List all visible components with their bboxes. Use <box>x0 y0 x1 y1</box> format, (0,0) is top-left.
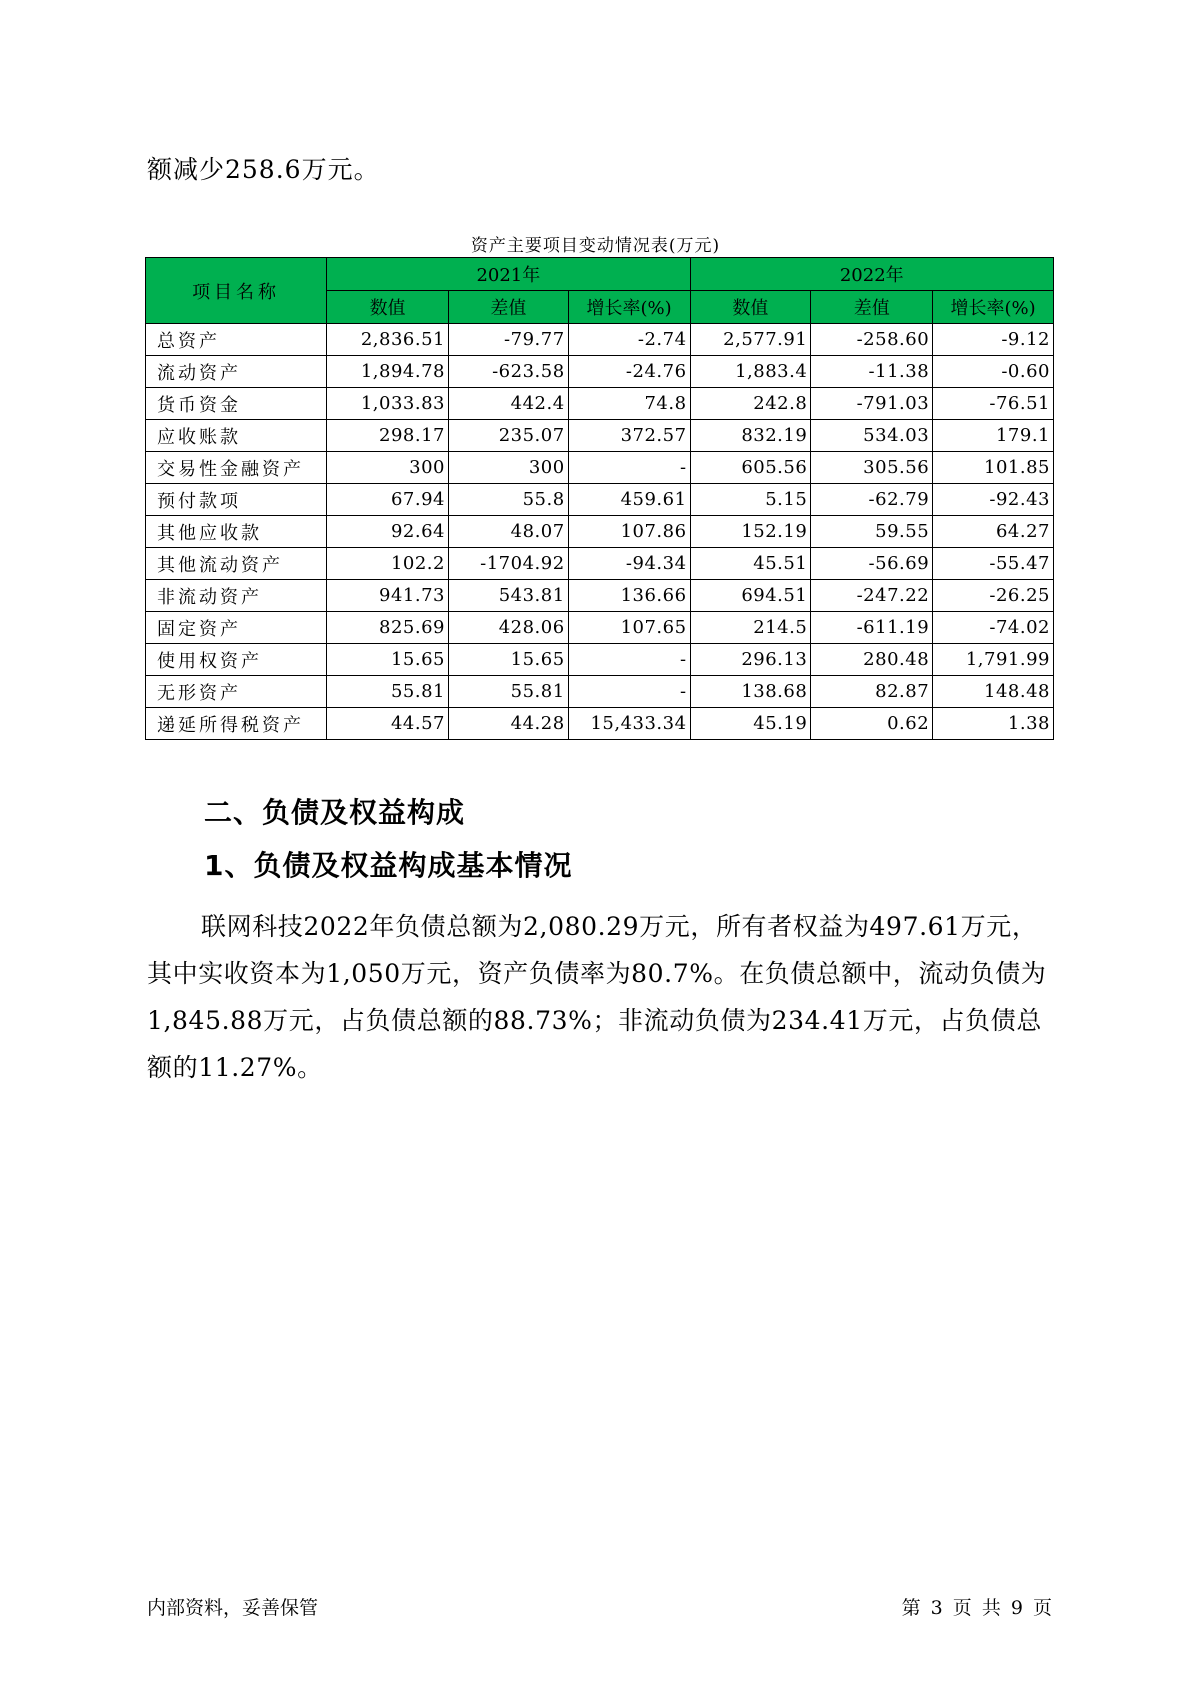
value-cell: 15.65 <box>327 644 449 676</box>
row-label-cell: 递延所得税资产 <box>146 708 327 740</box>
value-cell: 305.56 <box>811 452 933 484</box>
value-cell: -76.51 <box>933 388 1054 420</box>
value-cell: 107.86 <box>568 516 690 548</box>
value-cell: 101.85 <box>933 452 1054 484</box>
value-cell: 459.61 <box>568 484 690 516</box>
value-cell: 59.55 <box>811 516 933 548</box>
row-label-cell: 总资产 <box>146 324 327 356</box>
value-cell: 605.56 <box>690 452 811 484</box>
row-label-cell: 应收账款 <box>146 420 327 452</box>
value-cell: -26.25 <box>933 580 1054 612</box>
row-label-cell: 非流动资产 <box>146 580 327 612</box>
value-cell: 543.81 <box>448 580 568 612</box>
intro-text-tail: 额减少258.6万元。 <box>147 155 380 184</box>
row-label-cell: 使用权资产 <box>146 644 327 676</box>
sub-heading: 1、负债及权益构成基本情况 <box>204 849 573 882</box>
header-2022-growth: 增长率(%) <box>933 291 1054 324</box>
section-heading: 二、负债及权益构成 <box>204 796 466 829</box>
header-year-2021: 2021年 <box>327 258 690 291</box>
value-cell: 136.66 <box>568 580 690 612</box>
value-cell: 67.94 <box>327 484 449 516</box>
row-label-cell: 其他流动资产 <box>146 548 327 580</box>
header-item-name: 项目名称 <box>146 258 327 324</box>
value-cell: -94.34 <box>568 548 690 580</box>
table-row <box>146 708 1054 740</box>
value-cell: 372.57 <box>568 420 690 452</box>
table-row <box>146 612 1054 644</box>
value-cell: 242.8 <box>690 388 811 420</box>
header-2021-value: 数值 <box>327 291 449 324</box>
value-cell: -62.79 <box>811 484 933 516</box>
table-row <box>146 324 1054 356</box>
table-row <box>146 676 1054 708</box>
value-cell: -623.58 <box>448 356 568 388</box>
value-cell: 92.64 <box>327 516 449 548</box>
value-cell: 300 <box>448 452 568 484</box>
table-row <box>146 644 1054 676</box>
table-row <box>146 484 1054 516</box>
value-cell: 152.19 <box>690 516 811 548</box>
table-row <box>146 580 1054 612</box>
value-cell: 428.06 <box>448 612 568 644</box>
table-row <box>146 356 1054 388</box>
header-2022-value: 数值 <box>690 291 811 324</box>
value-cell: 45.51 <box>690 548 811 580</box>
footer-page-number: 第 3 页 共 9 页 <box>901 1597 1054 1619</box>
header-2021-diff: 差值 <box>448 291 568 324</box>
row-label-cell: 其他应收款 <box>146 516 327 548</box>
value-cell: 44.28 <box>448 708 568 740</box>
footer-confidential-note: 内部资料，妥善保管 <box>147 1597 319 1619</box>
value-cell: -2.74 <box>568 324 690 356</box>
value-cell: 235.07 <box>448 420 568 452</box>
row-label-cell: 货币资金 <box>146 388 327 420</box>
value-cell: 64.27 <box>933 516 1054 548</box>
value-cell: -74.02 <box>933 612 1054 644</box>
value-cell: 55.81 <box>327 676 449 708</box>
value-cell: 48.07 <box>448 516 568 548</box>
value-cell: 138.68 <box>690 676 811 708</box>
value-cell: 298.17 <box>327 420 449 452</box>
value-cell: -1704.92 <box>448 548 568 580</box>
value-cell: -92.43 <box>933 484 1054 516</box>
value-cell: 107.65 <box>568 612 690 644</box>
value-cell: 1,033.83 <box>327 388 449 420</box>
value-cell: - <box>568 676 690 708</box>
value-cell: -258.60 <box>811 324 933 356</box>
value-cell: -79.77 <box>448 324 568 356</box>
value-cell: - <box>568 452 690 484</box>
value-cell: 280.48 <box>811 644 933 676</box>
value-cell: -611.19 <box>811 612 933 644</box>
row-label-cell: 流动资产 <box>146 356 327 388</box>
value-cell: 45.19 <box>690 708 811 740</box>
value-cell: 44.57 <box>327 708 449 740</box>
value-cell: -55.47 <box>933 548 1054 580</box>
body-paragraph: 联网科技2022年负债总额为2,080.29万元，所有者权益为497.61万元，其中实收资本为1,050万元，资产负债率为80.7%。在负债总额中，流动负债为1,845.88万元，占负债总额的88.73%；非流动负债为234.41万元，占负债总额的11.27%。 <box>147 912 1047 1082</box>
row-label-cell: 无形资产 <box>146 676 327 708</box>
value-cell: 941.73 <box>327 580 449 612</box>
table-row <box>146 516 1054 548</box>
header-2021-growth: 增长率(%) <box>568 291 690 324</box>
value-cell: 296.13 <box>690 644 811 676</box>
table-row <box>146 388 1054 420</box>
value-cell: 0.62 <box>811 708 933 740</box>
value-cell: 82.87 <box>811 676 933 708</box>
value-cell: 1,791.99 <box>933 644 1054 676</box>
value-cell: 74.8 <box>568 388 690 420</box>
value-cell: -247.22 <box>811 580 933 612</box>
table-header <box>146 258 1054 324</box>
value-cell: 55.81 <box>448 676 568 708</box>
value-cell: -9.12 <box>933 324 1054 356</box>
value-cell: 832.19 <box>690 420 811 452</box>
value-cell: 2,577.91 <box>690 324 811 356</box>
asset-change-table <box>145 257 1054 740</box>
value-cell: 15,433.34 <box>568 708 690 740</box>
value-cell: 1,883.4 <box>690 356 811 388</box>
value-cell: 214.5 <box>690 612 811 644</box>
row-label-cell: 交易性金融资产 <box>146 452 327 484</box>
value-cell: 694.51 <box>690 580 811 612</box>
value-cell: 179.1 <box>933 420 1054 452</box>
value-cell: -791.03 <box>811 388 933 420</box>
table-row <box>146 452 1054 484</box>
header-year-2022: 2022年 <box>690 258 1053 291</box>
row-label-cell: 预付款项 <box>146 484 327 516</box>
value-cell: 5.15 <box>690 484 811 516</box>
value-cell: 15.65 <box>448 644 568 676</box>
value-cell: -56.69 <box>811 548 933 580</box>
value-cell: 55.8 <box>448 484 568 516</box>
value-cell: 1.38 <box>933 708 1054 740</box>
table-row <box>146 420 1054 452</box>
value-cell: 825.69 <box>327 612 449 644</box>
value-cell: -24.76 <box>568 356 690 388</box>
value-cell: -11.38 <box>811 356 933 388</box>
table-body <box>146 324 1054 740</box>
value-cell: 534.03 <box>811 420 933 452</box>
header-2022-diff: 差值 <box>811 291 933 324</box>
row-label-cell: 固定资产 <box>146 612 327 644</box>
value-cell: - <box>568 644 690 676</box>
value-cell: 442.4 <box>448 388 568 420</box>
value-cell: 102.2 <box>327 548 449 580</box>
value-cell: -0.60 <box>933 356 1054 388</box>
value-cell: 148.48 <box>933 676 1054 708</box>
table-row <box>146 548 1054 580</box>
table-caption: 资产主要项目变动情况表(万元) <box>470 236 721 256</box>
value-cell: 2,836.51 <box>327 324 449 356</box>
value-cell: 300 <box>327 452 449 484</box>
value-cell: 1,894.78 <box>327 356 449 388</box>
